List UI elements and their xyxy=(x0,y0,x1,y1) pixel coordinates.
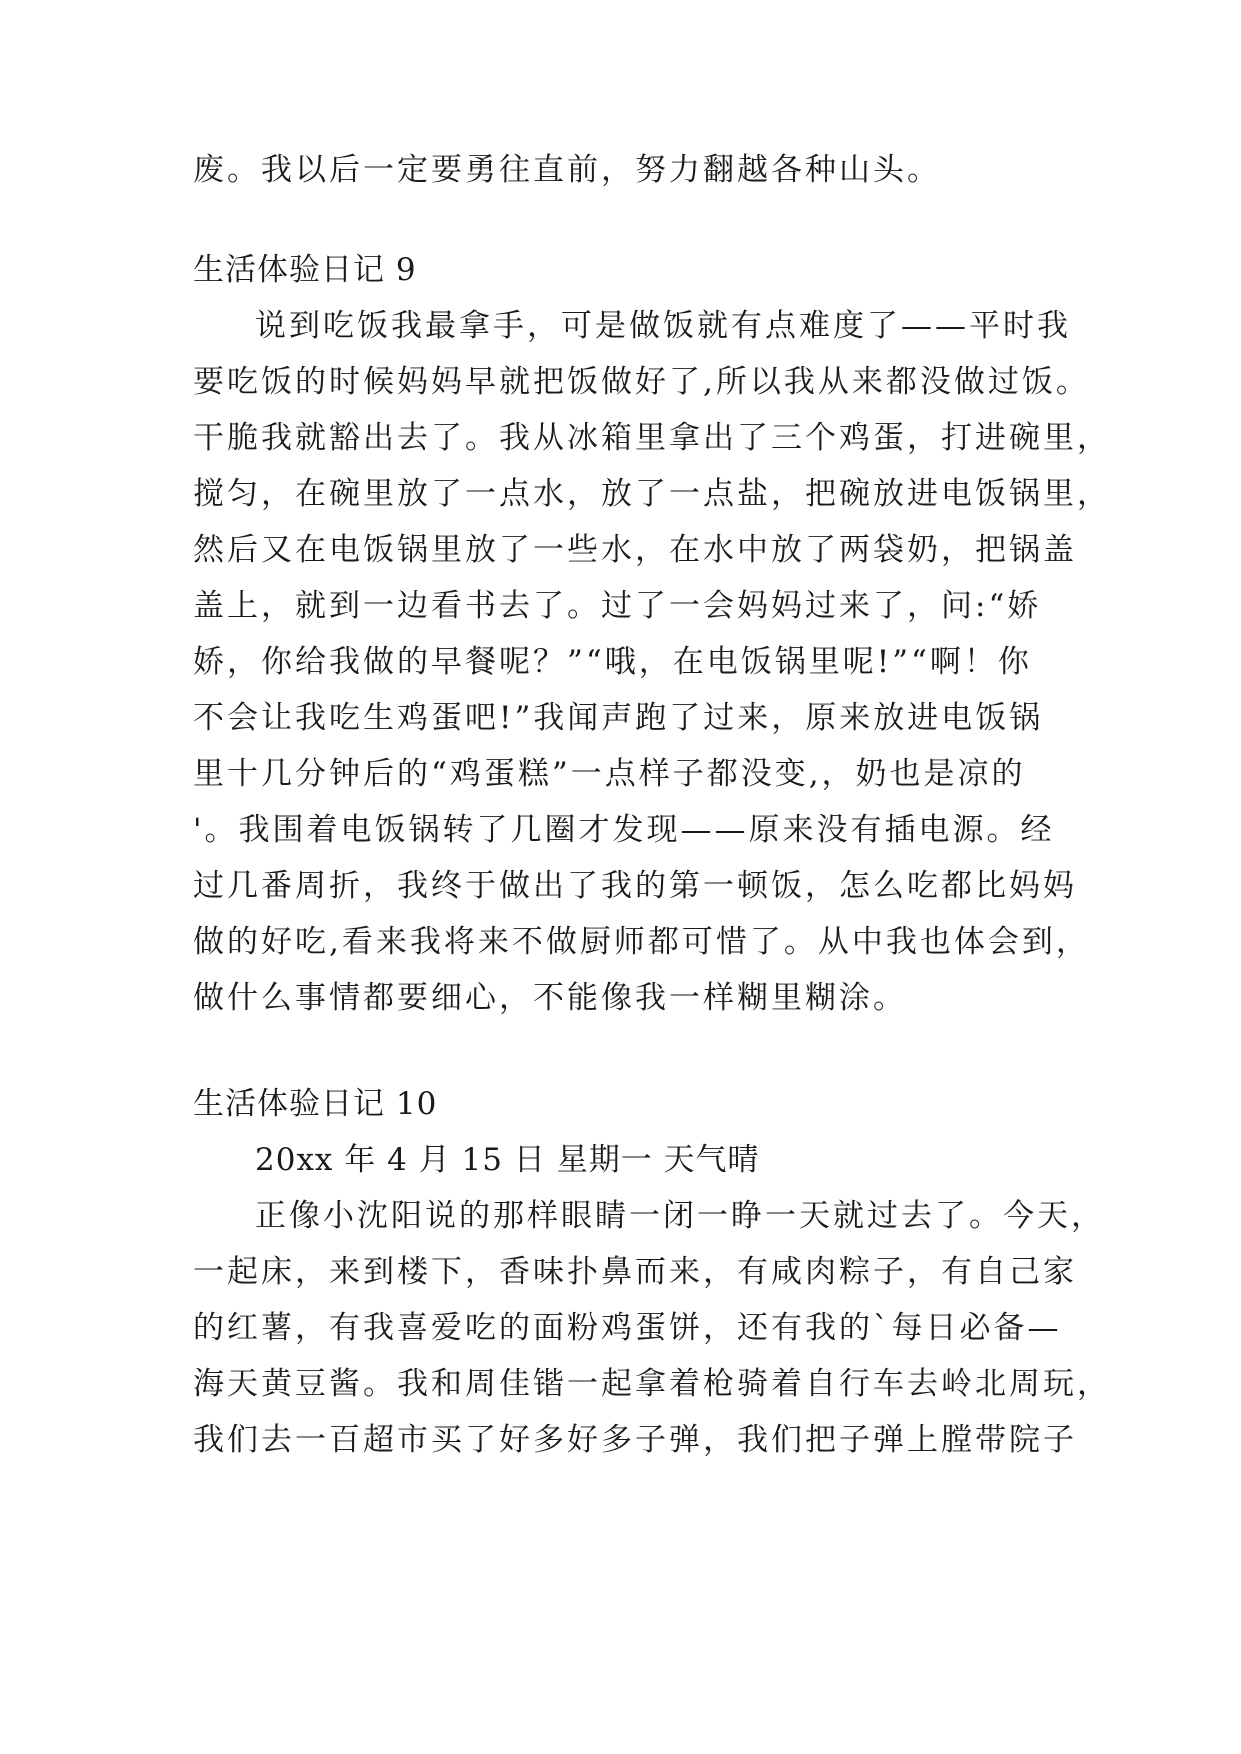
entry-9-line: 做的好吃,看来我将来不做厨师都可惜了。从中我也体会到， xyxy=(193,924,1090,960)
entry-9-line: 要吃饭的时候妈妈早就把饭做好了,所以我从来都没做过饭。 xyxy=(193,364,1090,400)
entry-9-line: 说到吃饭我最拿手，可是做饭就有点难度了——平时我 xyxy=(255,308,1071,344)
entry-9-line: 做什么事情都要细心，不能像我一样糊里糊涂。 xyxy=(193,980,907,1016)
entry-10-date-line: 20xx 年 4 月 15 日 星期一 天气晴 xyxy=(255,1142,760,1178)
entry-9-line: 然后又在电饭锅里放了一些水，在水中放了两袋奶，把锅盖 xyxy=(193,532,1077,568)
entry-10-heading: 生活体验日记 10 xyxy=(193,1086,438,1122)
entry-10-line: 的红薯，有我喜爱吃的面粉鸡蛋饼，还有我的`每日必备— xyxy=(193,1310,1062,1346)
entry-10-line: 正像小沈阳说的那样眼睛一闭一睁一天就过去了。今天， xyxy=(255,1198,1105,1234)
entry-9-line: 娇，你给我做的早餐呢？”“哦，在电饭锅里呢!”“啊！你 xyxy=(193,644,1032,680)
entry-10-line: 海天黄豆酱。我和周佳锴一起拿着枪骑着自行车去岭北周玩， xyxy=(193,1366,1111,1402)
entry-9-line: 搅匀，在碗里放了一点水，放了一点盐，把碗放进电饭锅里， xyxy=(193,476,1111,512)
entry-9-heading: 生活体验日记 9 xyxy=(193,252,417,288)
entry-10-line: 一起床，来到楼下，香味扑鼻而来，有咸肉粽子，有自己家 xyxy=(193,1254,1077,1290)
entry-9-line: 过几番周折，我终于做出了我的第一顿饭，怎么吃都比妈妈 xyxy=(193,868,1077,904)
entry-9-line: 里十几分钟后的“鸡蛋糕”一点样子都没变,，奶也是凉的 xyxy=(193,756,1026,792)
previous-paragraph-tail: 废。我以后一定要勇往直前，努力翻越各种山头。 xyxy=(193,152,941,188)
entry-10-line: 我们去一百超市买了好多好多子弹，我们把子弹上膛带院子 xyxy=(193,1422,1077,1458)
entry-9-line: 干脆我就豁出去了。我从冰箱里拿出了三个鸡蛋，打进碗里， xyxy=(193,420,1111,456)
entry-9-line: 盖上，就到一边看书去了。过了一会妈妈过来了，问:“娇 xyxy=(193,588,1042,624)
entry-9-line: '。我围着电饭锅转了几圈才发现——原来没有插电源。经 xyxy=(193,812,1055,848)
entry-9-line: 不会让我吃生鸡蛋吧!”我闻声跑了过来，原来放进电饭锅 xyxy=(193,700,1044,736)
